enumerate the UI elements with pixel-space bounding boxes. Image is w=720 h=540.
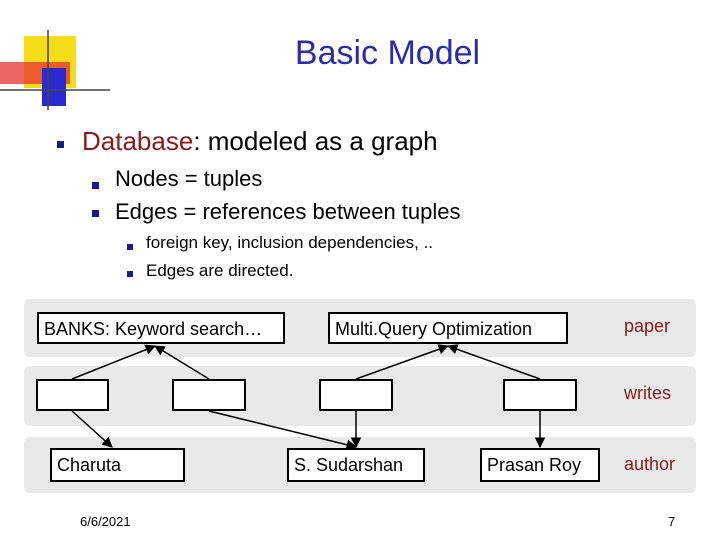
paper-node-mqo: Multi.Query Optimization (328, 312, 568, 344)
bullet-keyword: Database (82, 126, 194, 156)
bullet-foreign-key: foreign key, inclusion dependencies, .. (146, 233, 433, 252)
bullet-edges: Edges = references between tuples (115, 199, 461, 224)
footer-date: 6/6/2021 (80, 514, 131, 529)
row-label-paper: paper (624, 316, 671, 336)
edge-arrow (448, 346, 540, 379)
author-node-sudarshan: S. Sudarshan (287, 448, 425, 482)
bullet-nodes: Nodes = tuples (115, 166, 263, 191)
bullet-text: : modeled as a graph (193, 126, 438, 156)
author-node-prasan-roy: Prasan Roy (480, 448, 600, 482)
edge-arrow (155, 346, 209, 379)
edge-arrow (356, 346, 448, 379)
bullet-directed: Edges are directed. (146, 261, 294, 280)
page-number: 7 (668, 514, 676, 529)
page-title: Basic Model (294, 34, 481, 72)
row-label-author: author (624, 454, 676, 474)
edge-arrow (72, 346, 155, 379)
row-label-writes: writes (624, 383, 672, 403)
edge-arrow (209, 411, 356, 447)
edge-arrow (72, 411, 112, 447)
author-node-charuta: Charuta (50, 448, 185, 482)
paper-node-banks: BANKS: Keyword search… (37, 312, 285, 344)
